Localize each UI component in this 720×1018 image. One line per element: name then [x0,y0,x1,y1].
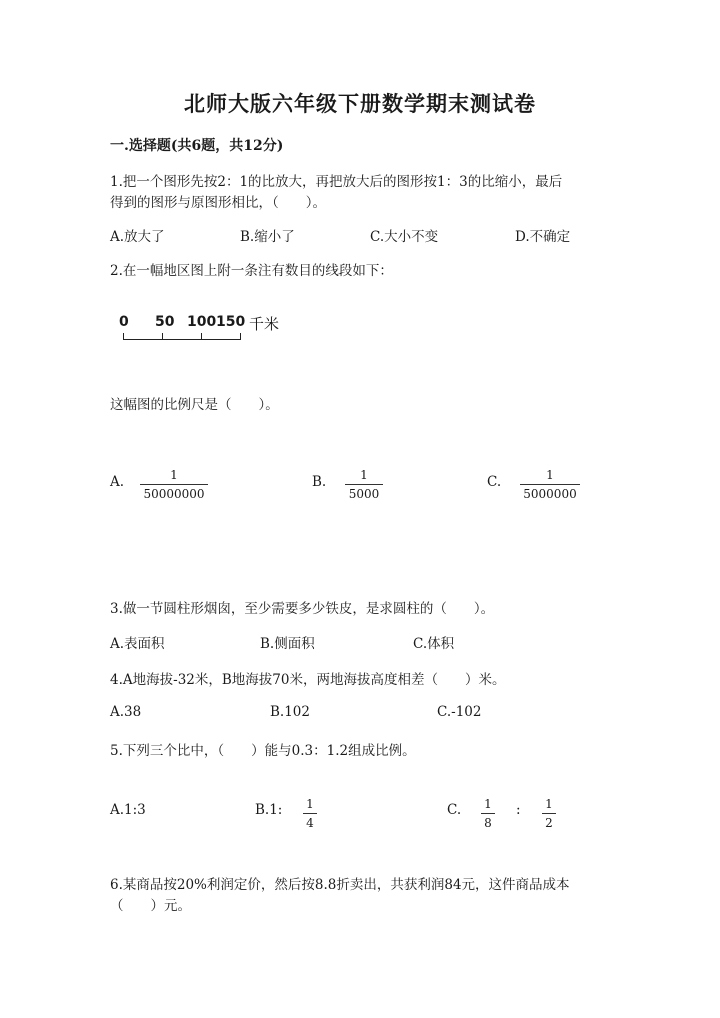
question-4-text: 4.A地海拔-32米，B地海拔70米，两地海拔高度相差（ ）米。 [110,672,506,688]
question-5-text: 5.下列三个比中，（ ）能与0.3：1.2组成比例。 [110,743,416,759]
q5-option-b-fraction [303,798,317,829]
fraction-denominator: 5000000 [520,484,580,500]
q2-option-c-fraction [520,469,580,500]
fraction-denominator: 50000000 [140,484,208,500]
scale-tick [240,333,241,340]
question-3-text: 3.做一节圆柱形烟囱，至少需要多少铁皮，是求圆柱的（ ）。 [110,601,495,617]
question-6-line2: （ ）元。 [110,898,191,914]
q5-option-c-fraction-2 [542,798,556,829]
fraction-numerator: 1 [545,797,553,811]
scale-bar-figure [112,314,302,350]
fraction-denominator: 8 [481,813,495,829]
fraction-numerator: 1 [306,797,314,811]
section-heading: 一.选择题(共6题，共12分) [110,138,284,154]
q2-option-a[interactable]: A. [110,474,125,490]
question-2-text: 2.在一幅地区图上附一条注有数目的线段如下： [110,263,393,279]
q2-option-a-fraction [140,469,208,500]
scale-tick [201,333,202,340]
q1-option-b[interactable]: B.缩小了 [240,229,295,245]
fraction-denominator: 2 [542,813,556,829]
fraction-numerator: 1 [546,468,554,482]
scale-line [123,339,241,340]
q5-option-c[interactable]: C. [447,802,462,818]
fraction-numerator: 1 [484,797,492,811]
q2-option-b-fraction [345,469,383,500]
question-2-prompt: 这幅图的比例尺是（ ）。 [110,397,279,413]
scale-tick [123,333,124,340]
q5-option-c-fraction-1 [481,798,495,829]
scale-label-0: 0 [119,314,129,330]
question-1-line2: 得到的图形与原图形相比，（ ）。 [110,195,326,211]
q4-option-b[interactable]: B.102 [270,704,310,720]
scale-label-50: 50 [155,314,175,330]
q5-option-a[interactable]: A.1:3 [110,802,146,818]
q4-option-c[interactable]: C.-102 [437,704,482,720]
fraction-numerator: 1 [170,468,178,482]
question-6-line1: 6.某商品按20%利润定价，然后按8.8折卖出，共获利润84元，这件商品成本 [110,877,570,893]
page-title: 北师大版六年级下册数学期末测试卷 [184,91,536,116]
scale-label-100: 100 [187,314,217,330]
question-1-line1: 1.把一个图形先按2：1的比放大，再把放大后的图形按1：3的比缩小，最后 [110,174,563,190]
q1-option-c[interactable]: C.大小不变 [370,229,439,245]
q3-option-a[interactable]: A.表面积 [110,636,165,652]
q5-option-b[interactable]: B.1: [255,802,283,818]
q2-option-b[interactable]: B. [312,474,327,490]
q1-option-a[interactable]: A.放大了 [110,229,165,245]
q2-option-c[interactable]: C. [487,474,502,490]
q3-option-c[interactable]: C.体积 [413,636,455,652]
q3-option-b[interactable]: B.侧面积 [260,636,315,652]
scale-unit: 千米 [249,315,280,333]
fraction-denominator: 4 [303,813,317,829]
fraction-denominator: 5000 [345,484,383,500]
q1-option-d[interactable]: D.不确定 [515,229,571,245]
scale-label-150: 150 [216,314,246,330]
ratio-colon: : [516,802,521,818]
fraction-numerator: 1 [360,468,368,482]
q4-option-a[interactable]: A.38 [110,704,142,720]
scale-tick [162,333,163,340]
